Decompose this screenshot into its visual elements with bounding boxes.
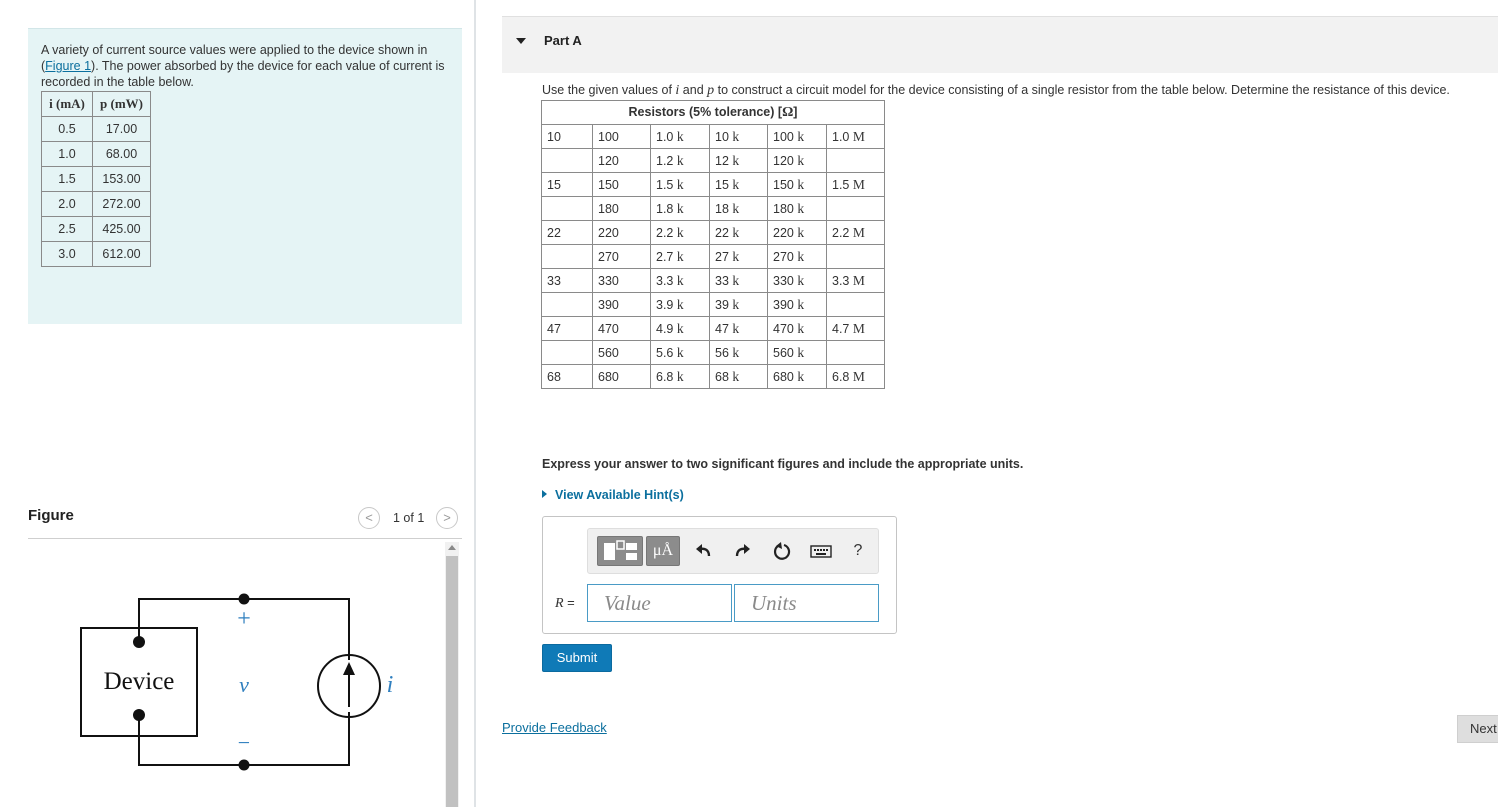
resistor-unit-prefix: k [676,152,684,168]
power-cell: 425.00 [93,217,151,242]
resistor-value: 1.0 [832,129,853,144]
resistor-value: 120 [598,153,619,168]
resistor-value: 180 [598,201,619,216]
resistor-cell [827,221,885,245]
device-bottom-terminal [133,709,145,721]
resistor-value: 330 [598,273,619,288]
resistor-cell [710,341,768,365]
expand-arrow-icon [542,490,547,498]
equals-sign: = [563,595,575,610]
intro-text [41,42,453,90]
resistor-value: 560 [598,345,619,360]
intro-text-part: ). The power absorbed by the device for each value of current is recorded in the table below. [41,59,445,89]
resistor-value: 33 [715,273,733,288]
resistor-cell [651,317,710,341]
resistor-unit-prefix: k [797,248,805,264]
resistor-value: 47 [715,321,733,336]
current-label: i [386,672,394,698]
resistor-unit-prefix: M [852,128,865,144]
table-row [42,167,151,192]
resistor-cell [768,269,827,293]
question-text-part: to construct a circuit model for the device consisting of a single resistor from the table below. Determine the resistance of this device. [714,83,1450,97]
resistor-value: 680 [598,369,619,384]
resistor-cell [651,365,710,389]
variable-p: p [707,83,715,98]
resistor-cell [651,269,710,293]
resistor-unit-prefix: k [732,296,740,312]
resistor-cell [542,317,593,341]
top-node [239,594,250,605]
table-row [42,192,151,217]
scroll-up-arrow-icon[interactable] [448,545,456,550]
resistor-cell [651,149,710,173]
resistor-value: 120 [773,153,798,168]
resistor-cell [710,293,768,317]
resistor-unit-prefix: k [797,152,805,168]
resistor-value: 68 [715,369,733,384]
table-row [542,269,885,293]
resistor-unit-prefix: k [732,128,740,144]
resistor-cell [593,341,651,365]
previous-figure-button[interactable]: < [358,507,380,529]
resistor-value: 5.6 [656,345,677,360]
resistor-value: 100 [598,129,619,144]
resistor-value: 470 [773,321,798,336]
templates-button[interactable] [597,536,643,566]
resistor-value: 1.5 [656,177,677,192]
resistor-value: 56 [715,345,733,360]
current-cell: 0.5 [42,117,93,142]
variable-i: i [675,83,680,98]
resistor-cell [768,125,827,149]
resistor-value: 3.3 [832,273,853,288]
answer-box [542,516,897,634]
table-row [542,365,885,389]
current-cell: 1.5 [42,167,93,192]
resistor-cell [710,269,768,293]
resistor-unit-prefix: k [676,344,684,360]
scroll-thumb[interactable] [446,556,458,807]
resistor-values-table [541,100,885,389]
current-cell: 1.0 [42,142,93,167]
power-cell: 68.00 [93,142,151,167]
table-row [542,245,885,269]
math-toolbar [587,528,879,574]
ohm-unit: Ω [782,104,794,120]
table-row [542,221,885,245]
resistor-unit-prefix: k [676,320,684,336]
resistor-cell [768,341,827,365]
undo-icon[interactable] [694,541,714,561]
resistor-value: 2.2 [832,225,853,240]
hints-label: View Available Hint(s) [555,488,684,502]
resistor-value: 68 [547,369,561,384]
table-row [542,125,885,149]
intro-text-part: A variety of current source values were applied to the device shown in ( [41,43,428,73]
resistor-cell [593,365,651,389]
resistor-value: 270 [773,249,798,264]
resistor-cell [542,125,593,149]
resistor-unit-prefix: k [732,248,740,264]
resistor-cell [710,125,768,149]
resistor-cell [827,365,885,389]
resistor-cell [827,197,885,221]
current-cell: 2.5 [42,217,93,242]
table-row [542,173,885,197]
plus-sign: + [237,606,251,632]
resistor-cell [710,149,768,173]
resistor-cell [542,245,593,269]
units-button[interactable]: μÅ [646,536,680,566]
header-current: i (mA) [42,92,93,117]
resistor-unit-prefix: M [852,224,865,240]
resistor-cell [651,173,710,197]
resistor-value: 390 [598,297,619,312]
resistor-unit-prefix: k [676,128,684,144]
resistor-value: 6.8 [656,369,677,384]
resistor-cell [651,245,710,269]
provide-feedback-link[interactable]: Provide Feedback [502,720,607,735]
submit-button[interactable]: Submit [542,644,612,672]
resistor-unit-prefix: M [852,176,865,192]
resistor-cell [593,245,651,269]
resistor-cell [542,269,593,293]
resistor-cell [768,365,827,389]
resistor-cell [710,221,768,245]
resistor-cell [651,341,710,365]
resistor-cell [593,221,651,245]
answer-instructions: Express your answer to two significant figures and include the appropriate units. [542,457,1024,471]
units-input[interactable] [734,584,879,622]
resistor-cell [593,197,651,221]
table-row [42,242,151,267]
resistor-value: 27 [715,249,733,264]
resistor-cell [542,365,593,389]
problem-intro-panel [28,28,462,324]
power-cell: 272.00 [93,192,151,217]
resistor-cell [768,197,827,221]
resistor-table-title [542,101,885,125]
resistor-value: 4.7 [832,321,853,336]
resistor-value: 2.2 [656,225,677,240]
resistor-cell [827,317,885,341]
resistor-unit-prefix: M [852,272,865,288]
resistor-cell [827,245,885,269]
resistor-unit-prefix: k [676,368,684,384]
answer-variable: R [555,596,564,611]
template-icon [598,537,642,565]
resistor-unit-prefix: k [676,176,684,192]
resistor-value: 4.9 [656,321,677,336]
resistor-value: 1.0 [656,129,677,144]
figure-page-count: 1 of 1 [393,511,425,525]
resistor-table-title-bracket: ] [793,104,798,119]
resistor-unit-prefix: k [797,128,805,144]
resistor-cell [768,173,827,197]
value-input[interactable] [587,584,732,622]
resistor-unit-prefix: k [797,320,805,336]
power-cell: 17.00 [93,117,151,142]
resistor-value: 680 [773,369,798,384]
resistor-unit-prefix: k [732,344,740,360]
part-a-header[interactable] [502,16,1498,73]
resistor-cell [651,293,710,317]
resistor-cell [542,221,593,245]
resistor-cell [651,221,710,245]
current-cell: 3.0 [42,242,93,267]
resistor-value: 15 [547,177,561,192]
resistor-unit-prefix: k [732,320,740,336]
resistor-cell [827,173,885,197]
resistor-value: 270 [598,249,619,264]
resistor-value: 560 [773,345,798,360]
resistor-unit-prefix: k [732,152,740,168]
column-divider [474,0,476,807]
figure-1-link[interactable]: Figure 1 [45,59,92,73]
device-top-terminal [133,636,145,648]
table-row [42,217,151,242]
resistor-unit-prefix: k [676,200,684,216]
resistor-table-title-text: Resistors (5% tolerance) [ [628,104,783,119]
resistor-cell [827,269,885,293]
resistor-unit-prefix: k [732,272,740,288]
resistor-unit-prefix: k [797,368,805,384]
resistor-value: 330 [773,273,798,288]
resistor-value: 22 [547,225,561,240]
current-cell: 2.0 [42,192,93,217]
resistor-cell [768,293,827,317]
resistor-value: 180 [773,201,798,216]
resistor-unit-prefix: M [852,368,865,384]
circuit-figure [60,580,410,780]
resistor-value: 220 [598,225,619,240]
resistor-cell [542,149,593,173]
resistor-unit-prefix: k [797,176,805,192]
redo-icon[interactable] [732,541,752,561]
bottom-node [239,760,250,771]
current-power-table [41,91,151,267]
power-cell: 153.00 [93,167,151,192]
table-row [542,149,885,173]
question-text-part: and [679,83,708,97]
next-figure-button[interactable]: > [436,507,458,529]
table-row [42,117,151,142]
figure-title: Figure [28,507,74,524]
resistor-cell [710,365,768,389]
resistor-cell [593,269,651,293]
resistor-value: 2.7 [656,249,677,264]
resistor-value: 1.2 [656,153,677,168]
resistor-value: 150 [773,177,798,192]
resistor-value: 100 [773,129,798,144]
resistor-value: 15 [715,177,733,192]
resistor-cell [542,173,593,197]
resistor-value: 6.8 [832,369,853,384]
resistor-value: 10 [547,129,561,144]
resistor-cell [542,341,593,365]
resistor-unit-prefix: k [676,272,684,288]
resistor-cell [593,173,651,197]
question-text [542,83,1450,99]
question-text-part: Use the given values of [542,83,676,97]
next-button[interactable]: Next [1457,715,1498,743]
resistor-cell [593,317,651,341]
resistor-unit-prefix: k [732,224,740,240]
resistor-cell [768,221,827,245]
minus-sign: − [237,730,251,755]
view-hints-link[interactable] [542,488,684,502]
resistor-value: 18 [715,201,733,216]
resistor-value: 150 [598,177,619,192]
resistor-unit-prefix: k [732,200,740,216]
resistor-unit-prefix: k [676,296,684,312]
resistor-unit-prefix: k [797,272,805,288]
resistor-unit-prefix: k [732,176,740,192]
resistor-cell [827,125,885,149]
resistor-cell [827,293,885,317]
resistor-cell [768,245,827,269]
figure-header [28,505,462,539]
resistor-value: 470 [598,321,619,336]
help-button[interactable]: ? [853,542,863,559]
table-row [542,317,885,341]
keyboard-icon[interactable] [810,541,830,561]
resistor-cell [651,197,710,221]
resistor-value: 3.3 [656,273,677,288]
arrow-up-icon [343,662,355,675]
collapse-triangle-icon[interactable] [516,38,526,44]
voltage-label: v [239,672,249,697]
device-label: Device [103,668,175,695]
resistor-cell [768,149,827,173]
resistor-unit-prefix: k [797,296,805,312]
resistor-cell [593,125,651,149]
resistor-cell [593,149,651,173]
resistor-value: 3.9 [656,297,677,312]
figure-scrollbar[interactable] [445,542,459,807]
resistor-value: 1.8 [656,201,677,216]
resistor-value: 33 [547,273,561,288]
resistor-cell [710,173,768,197]
table-row [542,197,885,221]
resistor-value: 12 [715,153,733,168]
resistor-value: 47 [547,321,561,336]
table-row [42,142,151,167]
header-power: p (mW) [93,92,151,117]
resistor-unit-prefix: k [797,200,805,216]
resistor-unit-prefix: k [732,368,740,384]
resistor-value: 22 [715,225,733,240]
resistor-cell [827,149,885,173]
resistor-unit-prefix: k [676,224,684,240]
resistor-cell [593,293,651,317]
resistor-value: 1.5 [832,177,853,192]
part-title: Part A [544,33,582,48]
resistor-cell [710,245,768,269]
resistor-cell [827,341,885,365]
resistor-unit-prefix: k [676,248,684,264]
resistor-cell [651,125,710,149]
answer-variable-label [555,595,575,612]
resistor-value: 220 [773,225,798,240]
resistor-unit-prefix: M [852,320,865,336]
power-cell: 612.00 [93,242,151,267]
resistor-cell [542,197,593,221]
resistor-cell [542,293,593,317]
resistor-cell [710,197,768,221]
resistor-value: 390 [773,297,798,312]
resistor-unit-prefix: k [797,224,805,240]
resistor-cell [768,317,827,341]
table-row [542,341,885,365]
table-row [542,293,885,317]
resistor-cell [710,317,768,341]
resistor-value: 10 [715,129,733,144]
reset-icon[interactable] [772,541,792,561]
resistor-unit-prefix: k [797,344,805,360]
resistor-value: 39 [715,297,733,312]
